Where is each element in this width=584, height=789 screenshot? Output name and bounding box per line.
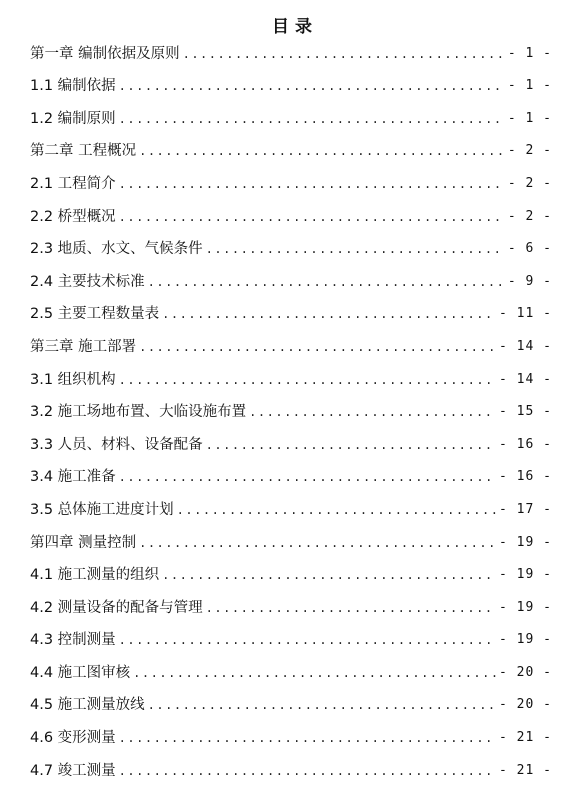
toc-entry-page-number: - 19 -	[499, 534, 552, 550]
toc-entry[interactable]	[30, 134, 552, 167]
toc-entry-label: 第三章 施工部署	[30, 338, 137, 355]
dot-leader	[119, 77, 505, 95]
toc-entry[interactable]	[30, 264, 552, 297]
toc-entry-label: 2.1 工程简介	[30, 175, 116, 192]
dot-leader	[249, 403, 496, 421]
dot-leader	[183, 45, 505, 63]
toc-entry-label: 3.5 总体施工进度计划	[30, 501, 174, 518]
toc-entry-label: 2.2 桥型概况	[30, 208, 116, 225]
toc-entry-label: 1.2 编制原则	[30, 110, 116, 127]
toc-entry-page-number: - 9 -	[507, 273, 552, 289]
dot-leader	[119, 371, 496, 389]
toc-entry[interactable]	[30, 655, 552, 688]
toc-entry-page-number: - 20 -	[499, 697, 552, 713]
toc-entry-label: 2.4 主要技术标准	[30, 273, 145, 290]
toc-entry[interactable]	[30, 525, 552, 558]
toc-entry-label: 4.6 变形测量	[30, 730, 116, 747]
dot-leader	[119, 762, 496, 780]
dot-leader	[139, 142, 505, 160]
toc-entry[interactable]	[30, 460, 552, 493]
toc-entry-label: 4.4 施工图审核	[30, 664, 131, 681]
dot-leader	[177, 501, 496, 519]
toc-entry[interactable]	[30, 166, 552, 199]
toc-entry[interactable]	[30, 492, 552, 525]
toc-entry-page-number: - 2 -	[507, 143, 552, 159]
toc-entry[interactable]	[30, 297, 552, 330]
toc-entry-label: 第二章 工程概况	[30, 143, 137, 160]
toc-entry-label: 4.2 测量设备的配备与管理	[30, 599, 203, 616]
toc-entry-page-number: - 19 -	[499, 599, 552, 615]
dot-leader	[119, 468, 496, 486]
toc-entry-page-number: - 16 -	[499, 436, 552, 452]
toc-entry-page-number: - 1 -	[507, 110, 552, 126]
dot-leader	[139, 534, 496, 552]
toc-entry[interactable]	[30, 720, 552, 753]
toc-entry-page-number: - 17 -	[499, 501, 552, 517]
dot-leader	[206, 599, 496, 617]
toc-entry-label: 4.3 控制测量	[30, 632, 116, 649]
toc-entry-page-number: - 2 -	[507, 175, 552, 191]
toc-entry-page-number: - 15 -	[499, 404, 552, 420]
toc-entry[interactable]	[30, 688, 552, 721]
toc-entry[interactable]	[30, 623, 552, 656]
toc-entry[interactable]	[30, 329, 552, 362]
dot-leader	[206, 436, 496, 454]
toc-entry-page-number: - 20 -	[499, 664, 552, 680]
toc-entry-page-number: - 19 -	[499, 632, 552, 648]
toc-entry-label: 3.2 施工场地布置、大临设施布置	[30, 404, 247, 421]
toc-entry[interactable]	[30, 362, 552, 395]
toc-entry-page-number: - 6 -	[507, 241, 552, 257]
toc-entry[interactable]	[30, 36, 552, 69]
toc-entry-label: 第四章 测量控制	[30, 534, 137, 551]
toc-entry[interactable]	[30, 590, 552, 623]
toc-entry-label: 4.5 施工测量放线	[30, 697, 145, 714]
toc-entry-page-number: - 14 -	[499, 338, 552, 354]
toc-entry-label: 4.7 竣工测量	[30, 762, 116, 779]
dot-leader	[148, 273, 505, 291]
dot-leader	[162, 305, 496, 323]
toc-list	[30, 36, 552, 786]
dot-leader	[206, 240, 505, 258]
toc-title: 目 录	[272, 17, 312, 37]
dot-leader	[119, 631, 496, 649]
toc-entry-page-number: - 1 -	[507, 78, 552, 94]
dot-leader	[119, 175, 505, 193]
toc-entry-label: 2.5 主要工程数量表	[30, 306, 160, 323]
toc-entry-page-number: - 21 -	[499, 730, 552, 746]
toc-entry[interactable]	[30, 558, 552, 591]
toc-entry-label: 第一章 编制依据及原则	[30, 45, 180, 62]
dot-leader	[148, 696, 496, 714]
toc-entry-label: 3.3 人员、材料、设备配备	[30, 436, 203, 453]
toc-entry-page-number: - 1 -	[507, 45, 552, 61]
toc-entry-label: 2.3 地质、水文、气候条件	[30, 241, 203, 258]
toc-entry-label: 1.1 编制依据	[30, 78, 116, 95]
toc-entry[interactable]	[30, 232, 552, 265]
dot-leader	[119, 110, 505, 128]
toc-entry[interactable]	[30, 427, 552, 460]
toc-entry-page-number: - 2 -	[507, 208, 552, 224]
dot-leader	[119, 729, 496, 747]
toc-entry[interactable]	[30, 199, 552, 232]
toc-entry-label: 4.1 施工测量的组织	[30, 567, 160, 584]
dot-leader	[133, 664, 496, 682]
toc-entry[interactable]	[30, 753, 552, 786]
toc-entry[interactable]	[30, 69, 552, 102]
dot-leader	[139, 338, 496, 356]
dot-leader	[119, 208, 505, 226]
dot-leader	[162, 566, 496, 584]
toc-entry-page-number: - 16 -	[499, 469, 552, 485]
toc-entry-page-number: - 11 -	[499, 306, 552, 322]
toc-entry-page-number: - 21 -	[499, 762, 552, 778]
toc-entry-label: 3.1 组织机构	[30, 371, 116, 388]
toc-entry-page-number: - 14 -	[499, 371, 552, 387]
toc-entry[interactable]	[30, 395, 552, 428]
toc-entry-label: 3.4 施工准备	[30, 469, 116, 486]
toc-entry-page-number: - 19 -	[499, 567, 552, 583]
toc-entry[interactable]	[30, 101, 552, 134]
